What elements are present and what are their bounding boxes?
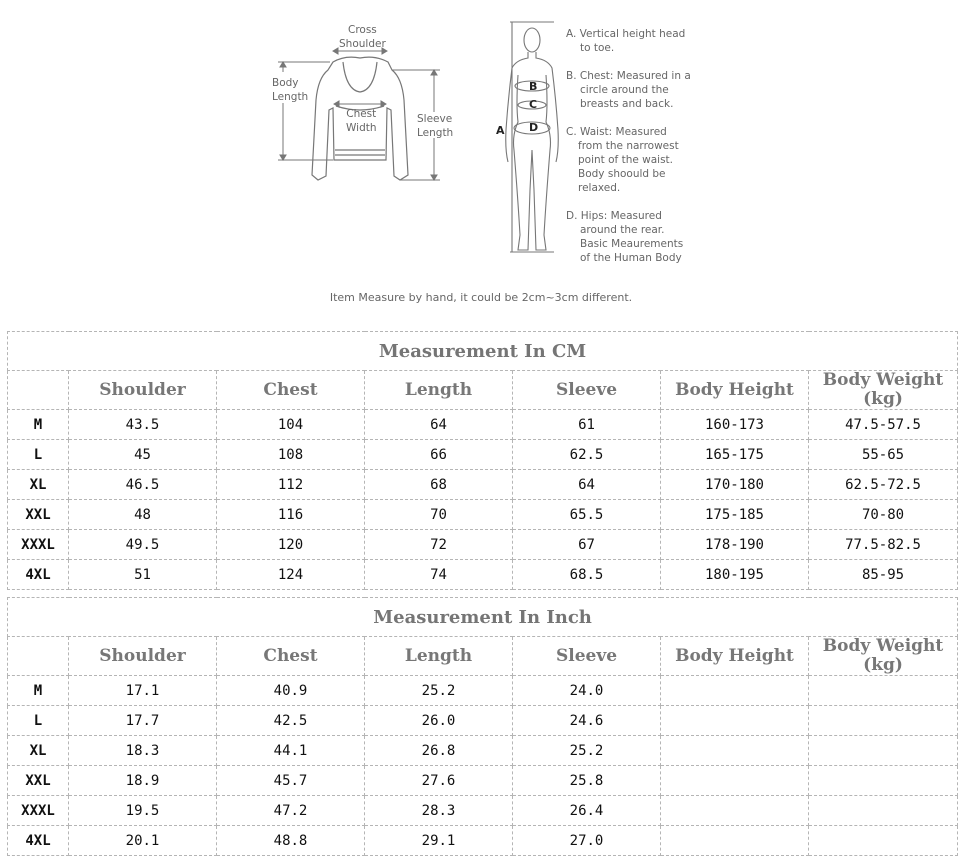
- cell-shoulder: 48: [69, 500, 217, 530]
- body-letter-c: C: [529, 98, 538, 111]
- cell-chest: 40.9: [217, 676, 365, 706]
- description-c-line4: Body shoould be: [578, 168, 666, 180]
- cell-chest: 108: [217, 440, 365, 470]
- header-cell-size: [8, 371, 69, 410]
- cell-body-weight: [809, 706, 958, 736]
- cell-shoulder: 45: [69, 440, 217, 470]
- cell-body-height: [661, 736, 809, 766]
- header-cell-body-weight: Body Weight (kg): [809, 371, 958, 410]
- cell-length: 29.1: [365, 826, 513, 856]
- cell-chest: 42.5: [217, 706, 365, 736]
- cell-size: L: [8, 706, 69, 736]
- description-c-line1: C. Waist: Measured: [566, 126, 667, 138]
- header-cell-body-height: Body Height: [661, 637, 809, 676]
- chest-width-label-line1: Chest: [346, 108, 377, 120]
- cell-shoulder: 49.5: [69, 530, 217, 560]
- header-cell-shoulder: Shoulder: [69, 371, 217, 410]
- table-row: [8, 470, 958, 500]
- cell-body-weight: 62.5-72.5: [809, 470, 958, 500]
- cell-body-height: 178-190: [661, 530, 809, 560]
- cell-size: M: [8, 676, 69, 706]
- cell-body-weight: [809, 826, 958, 856]
- table-row: [8, 560, 958, 590]
- size-table-inch: [7, 597, 958, 856]
- cell-sleeve: 27.0: [513, 826, 661, 856]
- table-row: [8, 410, 958, 440]
- human-body-icon: [506, 22, 559, 252]
- table-row: [8, 766, 958, 796]
- header-cell-chest: Chest: [217, 637, 365, 676]
- header-cell-shoulder: Shoulder: [69, 637, 217, 676]
- description-b-line2: circle around the: [580, 84, 669, 96]
- cell-size: M: [8, 410, 69, 440]
- header-cell-body-weight: Body Weight (kg): [809, 637, 958, 676]
- body-length-label-line1: Body: [272, 77, 299, 89]
- header-cell-body-height: Body Height: [661, 371, 809, 410]
- measure-note: Item Measure by hand, it could be 2cm~3cm different.: [329, 291, 633, 304]
- cell-length: 27.6: [365, 766, 513, 796]
- cell-length: 26.0: [365, 706, 513, 736]
- cell-size: XXL: [8, 766, 69, 796]
- cross-shoulder-label-line1: Cross: [347, 24, 377, 36]
- cell-length: 66: [365, 440, 513, 470]
- cell-sleeve: 68.5: [513, 560, 661, 590]
- cell-chest: 44.1: [217, 736, 365, 766]
- cell-size: 4XL: [8, 560, 69, 590]
- cell-sleeve: 26.4: [513, 796, 661, 826]
- header-cell-length: Length: [365, 637, 513, 676]
- table-row: [8, 530, 958, 560]
- cell-body-weight: [809, 676, 958, 706]
- header-cell-sleeve: Sleeve: [513, 371, 661, 410]
- cell-body-height: [661, 796, 809, 826]
- table-row: [8, 796, 958, 826]
- cell-body-height: [661, 766, 809, 796]
- body-length-label-line2: Length: [272, 91, 309, 103]
- cell-shoulder: 18.9: [69, 766, 217, 796]
- table-row: [8, 826, 958, 856]
- cell-size: 4XL: [8, 826, 69, 856]
- table-title: Measurement In Inch: [8, 598, 958, 637]
- cell-chest: 116: [217, 500, 365, 530]
- description-d-line1: D. Hips: Measured: [566, 210, 662, 222]
- cell-length: 26.8: [365, 736, 513, 766]
- cell-sleeve: 67: [513, 530, 661, 560]
- cell-chest: 45.7: [217, 766, 365, 796]
- cell-sleeve: 64: [513, 470, 661, 500]
- cell-size: XXXL: [8, 796, 69, 826]
- sweater-and-body-illustration: [0, 0, 962, 290]
- size-table-cm: [7, 331, 958, 590]
- cell-length: 28.3: [365, 796, 513, 826]
- description-a: [566, 27, 685, 55]
- cell-shoulder: 20.1: [69, 826, 217, 856]
- cell-body-weight: 55-65: [809, 440, 958, 470]
- cell-length: 72: [365, 530, 513, 560]
- cell-body-height: [661, 826, 809, 856]
- description-d-line3: Basic Meaurements: [580, 238, 684, 250]
- cell-length: 25.2: [365, 676, 513, 706]
- cell-length: 64: [365, 410, 513, 440]
- body-letter-b: B: [529, 80, 538, 93]
- description-c: [566, 125, 679, 195]
- description-d: [566, 209, 683, 265]
- cell-sleeve: 25.2: [513, 736, 661, 766]
- sleeve-length-label-line1: Sleeve: [417, 113, 453, 125]
- cell-size: XL: [8, 736, 69, 766]
- sleeve-length-label-line2: Length: [417, 127, 454, 139]
- table-row: [8, 440, 958, 470]
- description-a-line2: to toe.: [580, 42, 615, 54]
- cell-shoulder: 17.1: [69, 676, 217, 706]
- cell-size: XXL: [8, 500, 69, 530]
- description-c-line5: relaxed.: [578, 182, 621, 194]
- body-letter-d: D: [529, 121, 539, 134]
- header-cell-chest: Chest: [217, 371, 365, 410]
- header-cell-sleeve: Sleeve: [513, 637, 661, 676]
- header-cell-size: [8, 637, 69, 676]
- description-b: [566, 69, 691, 111]
- cell-body-height: 180-195: [661, 560, 809, 590]
- cross-shoulder-label-line2: Shoulder: [339, 38, 386, 50]
- cell-length: 68: [365, 470, 513, 500]
- cell-chest: 112: [217, 470, 365, 500]
- cell-sleeve: 62.5: [513, 440, 661, 470]
- cell-shoulder: 18.3: [69, 736, 217, 766]
- cell-length: 70: [365, 500, 513, 530]
- cell-sleeve: 24.0: [513, 676, 661, 706]
- table-row: [8, 706, 958, 736]
- cell-length: 74: [365, 560, 513, 590]
- cell-body-weight: [809, 766, 958, 796]
- cell-sleeve: 24.6: [513, 706, 661, 736]
- cell-sleeve: 65.5: [513, 500, 661, 530]
- cell-body-height: 160-173: [661, 410, 809, 440]
- cell-body-height: 170-180: [661, 470, 809, 500]
- description-c-line3: point of the waist.: [578, 154, 674, 166]
- cell-shoulder: 46.5: [69, 470, 217, 500]
- description-c-line2: from the narrowest: [578, 140, 679, 152]
- table-title: Measurement In CM: [8, 332, 958, 371]
- cell-chest: 104: [217, 410, 365, 440]
- chest-width-label-line2: Width: [346, 122, 377, 134]
- cell-chest: 48.8: [217, 826, 365, 856]
- cell-body-weight: [809, 736, 958, 766]
- description-b-line3: breasts and back.: [580, 98, 674, 110]
- measurement-diagram: [0, 0, 962, 320]
- cell-body-height: 175-185: [661, 500, 809, 530]
- cell-body-weight: 47.5-57.5: [809, 410, 958, 440]
- cell-shoulder: 19.5: [69, 796, 217, 826]
- cell-size: XL: [8, 470, 69, 500]
- description-d-line2: around the rear.: [580, 224, 665, 236]
- cell-body-weight: 70-80: [809, 500, 958, 530]
- table-row: [8, 676, 958, 706]
- cell-body-height: [661, 676, 809, 706]
- cell-shoulder: 51: [69, 560, 217, 590]
- cell-body-height: [661, 706, 809, 736]
- cell-size: L: [8, 440, 69, 470]
- body-letter-a: A: [496, 124, 505, 137]
- description-d-line4: of the Human Body: [580, 252, 682, 264]
- cell-chest: 124: [217, 560, 365, 590]
- cell-body-weight: 85-95: [809, 560, 958, 590]
- cell-body-weight: 77.5-82.5: [809, 530, 958, 560]
- cell-body-weight: [809, 796, 958, 826]
- description-b-line1: B. Chest: Measured in a: [566, 70, 691, 82]
- cell-size: XXXL: [8, 530, 69, 560]
- cell-chest: 120: [217, 530, 365, 560]
- cell-shoulder: 43.5: [69, 410, 217, 440]
- description-a-line1: A. Vertical height head: [566, 28, 686, 40]
- cell-sleeve: 61: [513, 410, 661, 440]
- header-cell-length: Length: [365, 371, 513, 410]
- cell-chest: 47.2: [217, 796, 365, 826]
- table-row: [8, 736, 958, 766]
- table-row: [8, 500, 958, 530]
- cell-sleeve: 25.8: [513, 766, 661, 796]
- cell-body-height: 165-175: [661, 440, 809, 470]
- cell-shoulder: 17.7: [69, 706, 217, 736]
